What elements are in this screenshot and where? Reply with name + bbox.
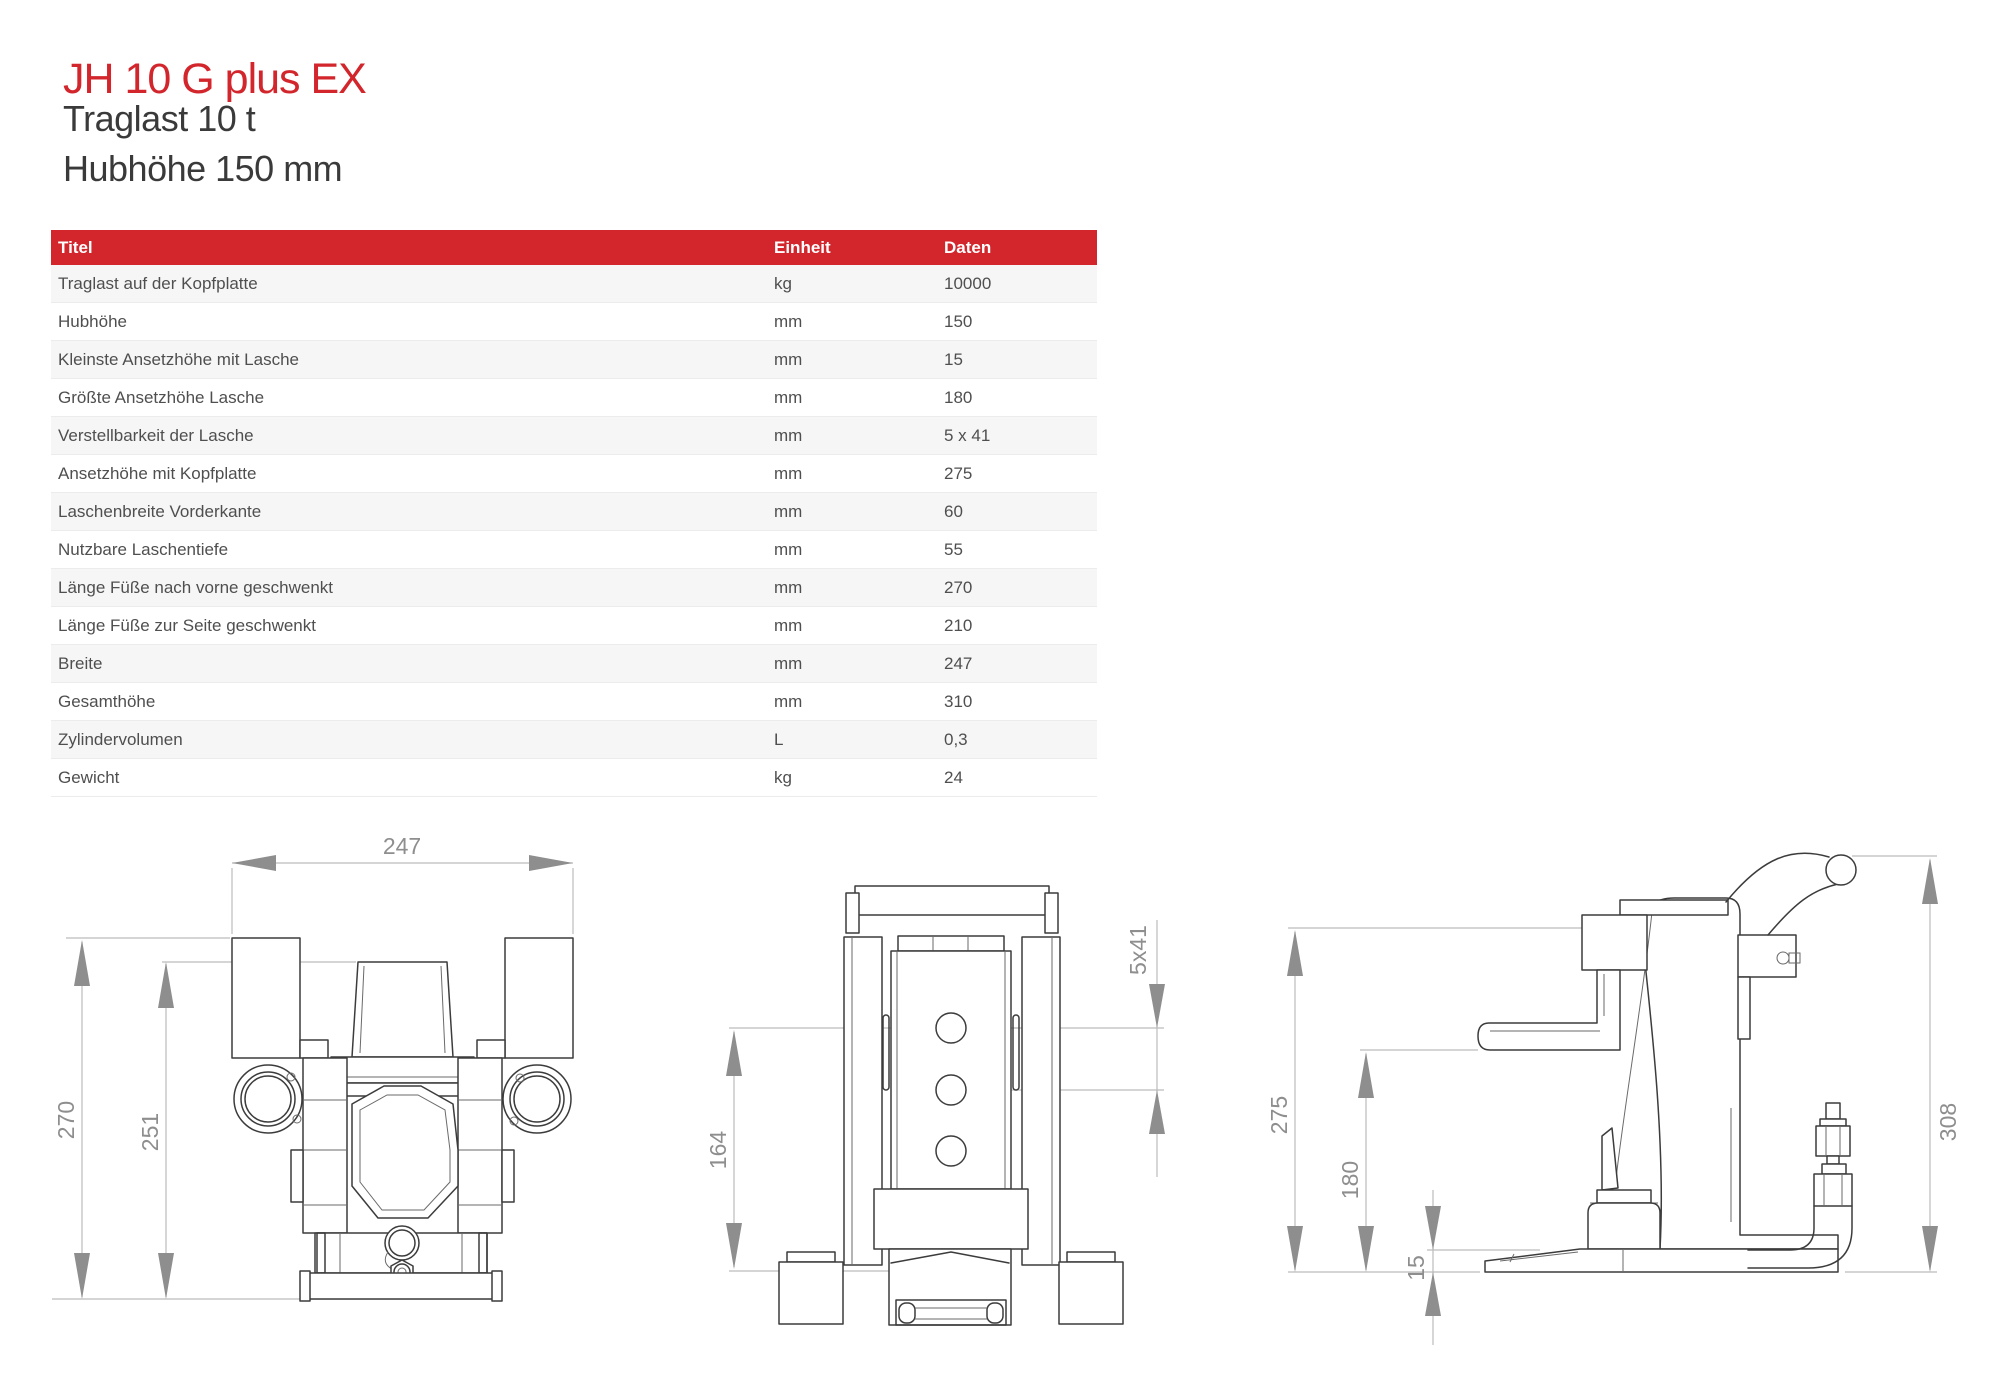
side-view-drawing xyxy=(1250,820,1970,1395)
cell-daten: 5 x 41 xyxy=(937,417,1097,455)
cell-einheit: mm xyxy=(767,303,937,341)
table-row xyxy=(51,683,1097,721)
spec-table xyxy=(51,230,1097,797)
dim-width-label: 247 xyxy=(382,833,422,859)
table-row xyxy=(51,607,1097,645)
cell-einheit: L xyxy=(767,721,937,759)
dim-5x41-label: 5x41 xyxy=(1125,925,1151,975)
cell-einheit: mm xyxy=(767,379,937,417)
table-row xyxy=(51,341,1097,379)
jack-rear-outline xyxy=(779,886,1123,1325)
arrow-right-icon xyxy=(529,855,573,871)
cell-titel: Kleinste Ansetzhöhe mit Lasche xyxy=(51,341,767,379)
dim-180-label: 180 xyxy=(1337,1160,1363,1200)
cell-titel: Traglast auf der Kopfplatte xyxy=(51,265,767,303)
dim-308-label: 308 xyxy=(1935,1102,1961,1142)
jack-side-outline xyxy=(1478,853,1856,1272)
cell-einheit: mm xyxy=(767,531,937,569)
cell-daten: 275 xyxy=(937,455,1097,493)
cell-titel: Länge Füße nach vorne geschwenkt xyxy=(51,569,767,607)
dim-height-outer-label: 270 xyxy=(53,1100,79,1140)
cell-daten: 60 xyxy=(937,493,1097,531)
arrow-down-icon xyxy=(726,1223,742,1269)
cell-daten: 210 xyxy=(937,607,1097,645)
arrow-up-icon xyxy=(726,1030,742,1076)
dim-164-label: 164 xyxy=(705,1130,731,1170)
cell-einheit: mm xyxy=(767,607,937,645)
cell-daten: 55 xyxy=(937,531,1097,569)
table-row xyxy=(51,303,1097,341)
table-row xyxy=(51,569,1097,607)
cell-titel: Größte Ansetzhöhe Lasche xyxy=(51,379,767,417)
cell-daten: 180 xyxy=(937,379,1097,417)
cell-daten: 270 xyxy=(937,569,1097,607)
table-row xyxy=(51,721,1097,759)
cell-titel: Hubhöhe xyxy=(51,303,767,341)
rear-view-drawing xyxy=(650,825,1210,1355)
cell-einheit: mm xyxy=(767,569,937,607)
cell-titel: Nutzbare Laschentiefe xyxy=(51,531,767,569)
arrow-down-icon xyxy=(74,1253,90,1299)
dim-275-label: 275 xyxy=(1266,1095,1292,1135)
cell-titel: Laschenbreite Vorderkante xyxy=(51,493,767,531)
cell-einheit: kg xyxy=(767,265,937,303)
arrow-up-icon xyxy=(158,962,174,1008)
cell-einheit: mm xyxy=(767,455,937,493)
cell-titel: Ansetzhöhe mit Kopfplatte xyxy=(51,455,767,493)
column-header-titel: Titel xyxy=(51,230,767,265)
arrow-down-icon xyxy=(1358,1226,1374,1272)
dim-height-inner-label: 251 xyxy=(137,1112,163,1152)
table-row xyxy=(51,493,1097,531)
page-subtitle xyxy=(63,94,342,194)
arrow-down-icon xyxy=(1425,1206,1441,1250)
table-row xyxy=(51,531,1097,569)
arrow-down-icon xyxy=(1149,984,1165,1028)
table-row xyxy=(51,265,1097,303)
cell-titel: Zylindervolumen xyxy=(51,721,767,759)
arrow-up-icon xyxy=(1922,858,1938,904)
cell-daten: 15 xyxy=(937,341,1097,379)
cell-daten: 10000 xyxy=(937,265,1097,303)
cell-titel: Gewicht xyxy=(51,759,767,797)
cell-einheit: mm xyxy=(767,645,937,683)
jack-front-outline xyxy=(232,938,573,1301)
table-row xyxy=(51,379,1097,417)
cell-titel: Gesamthöhe xyxy=(51,683,767,721)
subtitle-hubhoehe: Hubhöhe 150 mm xyxy=(63,148,343,189)
cell-daten: 0,3 xyxy=(937,721,1097,759)
cell-einheit: mm xyxy=(767,417,937,455)
spec-table-header xyxy=(51,230,1097,265)
arrow-down-icon xyxy=(158,1253,174,1299)
dim-15-label: 15 xyxy=(1403,1255,1429,1281)
cell-daten: 24 xyxy=(937,759,1097,797)
column-header-einheit: Einheit xyxy=(767,230,937,265)
spec-table-body xyxy=(51,265,1097,797)
arrow-up-icon xyxy=(1287,930,1303,976)
cell-einheit: mm xyxy=(767,683,937,721)
table-row xyxy=(51,455,1097,493)
cell-daten: 310 xyxy=(937,683,1097,721)
cell-titel: Länge Füße zur Seite geschwenkt xyxy=(51,607,767,645)
table-row xyxy=(51,759,1097,797)
arrow-down-icon xyxy=(1922,1226,1938,1272)
cell-einheit: mm xyxy=(767,341,937,379)
cell-daten: 150 xyxy=(937,303,1097,341)
cell-einheit: mm xyxy=(767,493,937,531)
cell-titel: Breite xyxy=(51,645,767,683)
front-view-drawing xyxy=(40,825,610,1355)
arrow-up-icon xyxy=(74,940,90,986)
arrow-up-icon xyxy=(1358,1052,1374,1098)
arrow-down-icon xyxy=(1287,1226,1303,1272)
table-row xyxy=(51,417,1097,455)
subtitle-traglast: Traglast 10 t xyxy=(63,98,256,139)
arrow-up-icon xyxy=(1149,1090,1165,1134)
column-header-daten: Daten xyxy=(937,230,1097,265)
page-title: JH 10 G plus EX xyxy=(63,54,366,103)
table-row xyxy=(51,645,1097,683)
cell-daten: 247 xyxy=(937,645,1097,683)
arrow-left-icon xyxy=(232,855,276,871)
cell-titel: Verstellbarkeit der Lasche xyxy=(51,417,767,455)
cell-einheit: kg xyxy=(767,759,937,797)
